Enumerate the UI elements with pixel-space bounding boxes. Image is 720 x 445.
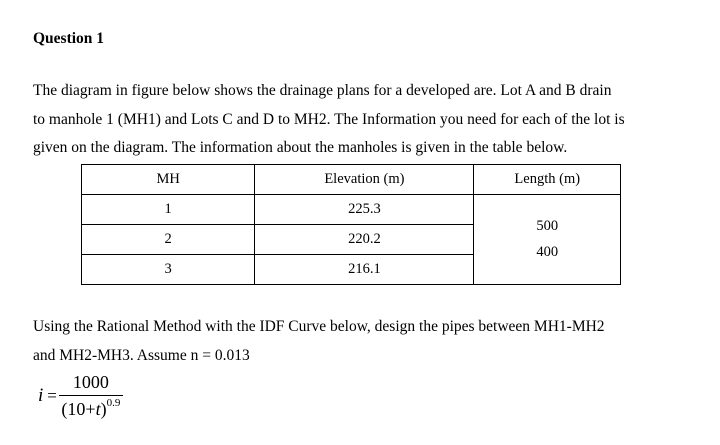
header-elevation: Elevation (m) [255, 165, 474, 195]
cell-elevation: 216.1 [255, 255, 474, 285]
den-close: ) [100, 399, 107, 419]
length-value: 500 [536, 218, 559, 234]
formula-exponent: 0.9 [106, 397, 121, 409]
cell-length-merged [474, 195, 621, 285]
cell-elevation: 220.2 [255, 225, 474, 255]
formula-fraction [59, 372, 123, 420]
formula-denominator [61, 396, 120, 420]
idf-formula [38, 372, 123, 420]
manhole-table [81, 164, 621, 285]
cell-mh: 2 [82, 225, 255, 255]
instructions-paragraph [33, 312, 693, 370]
den-open: (10+ [61, 399, 96, 419]
intro-line-2: to manhole 1 (MH1) and Lots C and D to MH2. The Information you need for each of the lot is [33, 110, 625, 128]
den-variable: t [95, 399, 101, 419]
intro-paragraph [33, 77, 693, 163]
formula-numerator: 1000 [72, 372, 109, 392]
formula-equals: = [47, 386, 57, 405]
instructions-line-2: and MH2-MH3. Assume n = 0.013 [33, 347, 250, 364]
cell-mh: 3 [82, 255, 255, 285]
instructions-line-1: Using the Rational Method with the IDF Curve below, design the pipes between MH1-MH2 [33, 318, 605, 335]
length-value: 400 [536, 244, 559, 260]
cell-elevation: 225.3 [255, 195, 474, 225]
header-mh: MH [82, 165, 255, 195]
formula-lhs: i [38, 385, 44, 406]
cell-mh: 1 [82, 195, 255, 225]
intro-line-1: The diagram in figure below shows the drainage plans for a developed are. Lot A and B drain [33, 82, 612, 99]
question-heading: Question 1 [33, 30, 105, 47]
intro-line-3: given on the diagram. The information about the manholes is given in the table below. [33, 139, 568, 156]
table-row [82, 195, 621, 225]
table-header-row [82, 165, 621, 195]
header-length: Length (m) [474, 165, 621, 195]
